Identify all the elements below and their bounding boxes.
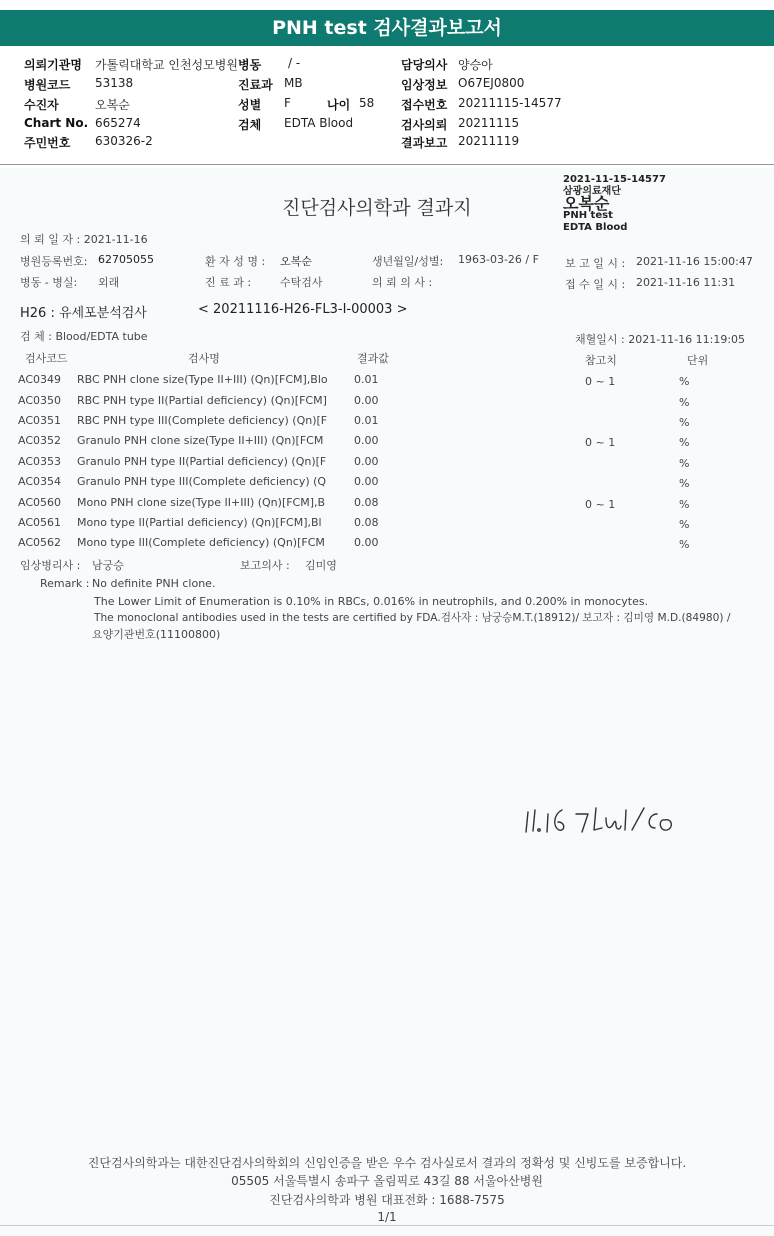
- dept-value: 수탁검사: [280, 276, 323, 289]
- row-name: Granulo PNH clone size(Type II+III) (Qn)[FCM: [77, 434, 324, 447]
- department-value: MB: [284, 76, 303, 90]
- row-unit: %: [679, 416, 690, 429]
- patient-name-value: 오복순: [280, 255, 312, 268]
- receipt-time-label: 접 수 일 시 :: [565, 278, 626, 291]
- col-unit-header: 단위: [687, 354, 709, 367]
- row-name: Mono PNH clone size(Type II+III) (Qn)[FCM],B: [77, 496, 326, 509]
- resident-no-value: 630326-2: [95, 134, 153, 148]
- specimen-line: 검 체 : Blood/EDTA tube: [20, 330, 148, 343]
- row-result: 0.08: [354, 496, 379, 509]
- recipient-value: 오복순: [95, 98, 130, 112]
- row-unit: %: [679, 375, 690, 388]
- footer-address: 05505 서울특별시 송파구 올림픽로 43길 88 서울아산병원: [231, 1174, 543, 1188]
- patient-name-label: 환 자 성 명 :: [205, 255, 266, 268]
- requesting-doctor-label: 의 뢰 의 사 :: [372, 276, 433, 289]
- row-result: 0.00: [354, 475, 379, 488]
- age-value: 58: [359, 96, 375, 110]
- ward-room-value: 외래: [98, 276, 120, 289]
- document-title: 진단검사의학과 결과지: [282, 197, 472, 219]
- row-unit: %: [679, 538, 690, 551]
- stamp-specimen: EDTA Blood: [563, 222, 628, 233]
- request-date-value: 20211115: [458, 116, 520, 130]
- age-label: 나이: [327, 98, 351, 112]
- chart-no-value: 665274: [95, 116, 141, 130]
- row-code: AC0350: [18, 394, 62, 407]
- report-date-value: 20211119: [458, 134, 520, 148]
- row-result: 0.01: [354, 373, 379, 386]
- row-unit: %: [679, 518, 690, 531]
- pathologist-label: 임상병리사 :: [20, 559, 81, 572]
- row-name: RBC PNH clone size(Type II+III) (Qn)[FCM],Blo: [77, 373, 328, 386]
- row-unit: %: [679, 396, 690, 409]
- row-code: AC0354: [18, 475, 62, 488]
- row-ref: 0 ~ 1: [585, 436, 616, 449]
- row-code: AC0561: [18, 516, 62, 529]
- col-name-header: 검사명: [188, 352, 220, 365]
- collection-time: 채혈일시 : 2021-11-16 11:19:05: [575, 333, 746, 346]
- col-code-header: 검사코드: [25, 352, 68, 365]
- remark-label: Remark :: [40, 577, 90, 590]
- receipt-no-label: 접수번호: [401, 98, 448, 112]
- header-divider: [0, 164, 774, 165]
- row-name: Granulo PNH type II(Partial deficiency) (Qn)[F: [77, 455, 327, 468]
- footer-certification: 진단검사의학과는 대한진단검사의학회의 신임인증을 받은 우수 검사실로서 결과의 정확성 및 신빙도를 보증합니다.: [87, 1156, 687, 1170]
- request-date-label: 검사의뢰: [401, 118, 448, 132]
- reporter-name: 김미영: [305, 559, 337, 572]
- sex-value: F: [284, 96, 291, 110]
- clinical-info-label: 임상정보: [401, 78, 448, 92]
- specimen-stamp: [563, 174, 666, 234]
- ward-label: 병동: [238, 58, 262, 72]
- birth-value: 1963-03-26 / F: [458, 253, 539, 266]
- test-name: H26 : 유세포분석검사: [20, 306, 147, 321]
- row-result: 0.00: [354, 394, 379, 407]
- ward-room-label: 병동 - 병실:: [20, 276, 78, 289]
- row-code: AC0353: [18, 455, 62, 468]
- request-date-line: 의 뢰 일 자 : 2021-11-16: [20, 233, 148, 246]
- col-result-header: 결과값: [357, 352, 389, 365]
- row-ref: 0 ~ 1: [585, 498, 616, 511]
- footer-contact: 진단검사의학과 병원 대표전화 : 1688-7575: [269, 1193, 505, 1207]
- row-unit: %: [679, 498, 690, 511]
- row-result: 0.01: [354, 414, 379, 427]
- row-name: RBC PNH type III(Complete deficiency) (Qn)[F: [77, 414, 328, 427]
- stamp-org: 삼광의료재단: [563, 186, 621, 197]
- reg-label: 병원등록번호:: [20, 255, 88, 268]
- stamp-test: PNH test: [563, 210, 613, 221]
- institution-label: 의뢰기관명: [24, 58, 82, 72]
- row-code: AC0349: [18, 373, 62, 386]
- doctor-label: 담당의사: [401, 58, 448, 72]
- row-name: Granulo PNH type III(Complete deficiency) (Q: [77, 475, 327, 488]
- hospital-code-value: 53138: [95, 76, 134, 90]
- row-name: Mono type II(Partial deficiency) (Qn)[FCM],Bl: [77, 516, 322, 529]
- department-label: 진료과: [238, 78, 273, 92]
- row-result: 0.00: [354, 455, 379, 468]
- report-time-value: 2021-11-16 15:00:47: [636, 255, 753, 268]
- reg-value: 62705055: [98, 253, 154, 266]
- row-unit: %: [679, 436, 690, 449]
- dept-label: 진 료 과 :: [205, 276, 252, 289]
- chart-no-label: Chart No.: [24, 116, 89, 130]
- receipt-time-value: 2021-11-16 11:31: [636, 276, 736, 289]
- test-code: < 20211116-H26-FL3-I-00003 >: [198, 302, 408, 317]
- clinical-info-value: O67EJ0800: [458, 76, 525, 90]
- receipt-no-value: 20211115-14577: [458, 96, 562, 110]
- hospital-code-label: 병원코드: [24, 78, 71, 92]
- row-name: RBC PNH type II(Partial deficiency) (Qn)[FCM]: [77, 394, 327, 407]
- row-code: AC0351: [18, 414, 62, 427]
- row-code: AC0562: [18, 536, 62, 549]
- ward-value: / -: [288, 56, 301, 70]
- stamp-patient: 오복순: [563, 194, 610, 213]
- row-code: AC0352: [18, 434, 62, 447]
- row-code: AC0560: [18, 496, 62, 509]
- col-ref-header: 참고치: [585, 354, 617, 367]
- doctor-value: 양승아: [458, 58, 493, 72]
- remark-line-2: The Lower Limit of Enumeration is 0.10% in RBCs, 0.016% in neutrophils, and 0.200% in monocytes.: [94, 595, 649, 608]
- resident-no-label: 주민번호: [24, 136, 71, 150]
- row-unit: %: [679, 457, 690, 470]
- remark-line-1: No definite PNH clone.: [92, 577, 216, 590]
- page-number: 1/1: [377, 1210, 397, 1224]
- remark-line-4: 요양기관번호(11100800): [92, 628, 221, 641]
- reporter-label: 보고의사 :: [240, 559, 290, 572]
- birth-label: 생년월일/성별:: [372, 255, 444, 268]
- institution-value: 가톨릭대학교 인천성모병원: [95, 58, 238, 72]
- report-time-label: 보 고 일 시 :: [565, 257, 626, 270]
- row-result: 0.00: [354, 434, 379, 447]
- specimen-value: EDTA Blood: [284, 116, 354, 130]
- bottom-divider: [0, 1225, 774, 1226]
- report-date-label: 결과보고: [401, 136, 448, 150]
- row-ref: 0 ~ 1: [585, 375, 616, 388]
- row-result: 0.00: [354, 536, 379, 549]
- row-name: Mono type III(Complete deficiency) (Qn)[FCM: [77, 536, 325, 549]
- pathologist-name: 남궁승: [92, 559, 124, 572]
- report-title: PNH test 검사결과보고서: [0, 10, 774, 46]
- stamp-receipt: 2021-11-15-14577: [563, 174, 666, 185]
- row-unit: %: [679, 477, 690, 490]
- specimen-label: 검체: [238, 118, 262, 132]
- sex-label: 성별: [238, 98, 262, 112]
- remark-line-3: The monoclonal antibodies used in the tests are certified by FDA.검사자 : 남궁승M.T.(18912)/ 보고자 : 김미영 M.D.(84980) /: [94, 612, 731, 624]
- recipient-label: 수진자: [24, 98, 59, 112]
- handwritten-signature: [522, 800, 682, 840]
- row-result: 0.08: [354, 516, 379, 529]
